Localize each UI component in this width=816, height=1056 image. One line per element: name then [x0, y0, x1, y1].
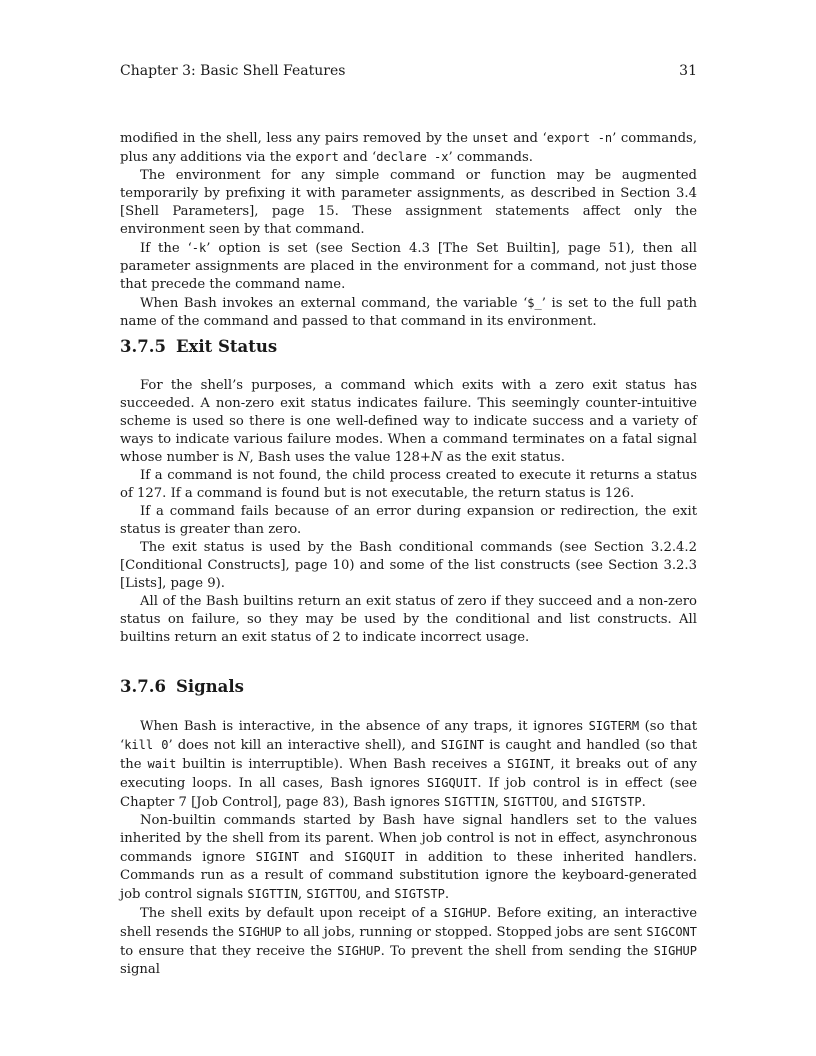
page-number: 31 [679, 63, 697, 79]
paragraph: The shell exits by default upon receipt of a SIGHUP. Before exiting, an interactive shell resends the SIGHUP to all jobs, running or stopped. Stopped jobs are sent SIGCONT to ensure that they receive the SIGHUP. To prevent the shell from sending the SIGHUP signal [120, 906, 697, 977]
paragraph: If a command is not found, the child process created to execute it returns a status of 127. If a command is found but is not executable, the return status is 126. [120, 468, 697, 501]
paragraph: modified in the shell, less any pairs removed by the unset and ‘export -n’ commands, plus any additions via the export and ‘declare -x’ commands. [120, 131, 698, 165]
paragraph: For the shell’s purposes, a command which exits with a zero exit status has succeeded. A non-zero exit status indicates failure. This seemingly counter-intuitive scheme is used so there is one well-defined way to indicate success and a variety of ways to indicate various failure modes. When a command terminates on a fatal signal whose number is N, Bash uses the value 128+N as the exit status. [120, 378, 697, 465]
paragraph: The exit status is used by the Bash conditional commands (see Section 3.2.4.2 [Conditional Constructs], page 10) and some of the list constructs (see Section 3.2.3 [Lists], page 9). [120, 540, 697, 591]
paragraph: The environment for any simple command or function may be augmented temporarily by prefixing it with parameter assignments, as described in Section 3.4 [Shell Parameters], page 15. These assignment statements affect only the environment seen by that command. [120, 168, 697, 237]
section-heading-exit-status: 3.7.5 Exit Status [120, 337, 278, 356]
exit-status-block [120, 377, 697, 647]
chapter-title: Chapter 3: Basic Shell Features [120, 63, 346, 79]
paragraph: All of the Bash builtins return an exit status of zero if they succeed and a non-zero status on failure, so they may be used by the conditional and list constructs. All builtins return an exit status of 2 to indicate incorrect usage. [120, 594, 697, 645]
paragraph: If the ‘-k’ option is set (see Section 4.3 [The Set Builtin], page 51), then all parameter assignments are placed in the environment for a command, not just those that precede the command name. [120, 241, 697, 292]
signals-block [120, 717, 697, 979]
paragraph: If a command fails because of an error during expansion or redirection, the exit status is greater than zero. [120, 504, 697, 537]
paragraph: When Bash invokes an external command, the variable ‘$_’ is set to the full path name of the command and passed to that command in its environment. [120, 296, 697, 329]
running-header [120, 63, 697, 83]
section-heading-signals: 3.7.6 Signals [120, 677, 244, 696]
paragraph: Non-builtin commands started by Bash have signal handlers set to the values inherited by the shell from its parent. When job control is not in effect, asynchronous commands ignore SIGINT and SIGQUIT in addition to these inherited handlers. Commands run as a result of command substitution ignore the keyboard-generated job control signals SIGTTIN, SIGTTOU, and SIGTSTP. [120, 813, 697, 902]
paragraph: When Bash is interactive, in the absence of any traps, it ignores SIGTERM (so that ‘kill 0’ does not kill an interactive shell), and SIGINT is caught and handled (so that the wait builtin is interruptible). When Bash receives a SIGINT, it breaks out of any executing loops. In all cases, Bash ignores SIGQUIT. If job control is in effect (see Chapter 7 [Job Control], page 83), Bash ignores SIGTTIN, SIGTTOU, and SIGTSTP. [120, 719, 698, 810]
environment-block [120, 129, 697, 331]
